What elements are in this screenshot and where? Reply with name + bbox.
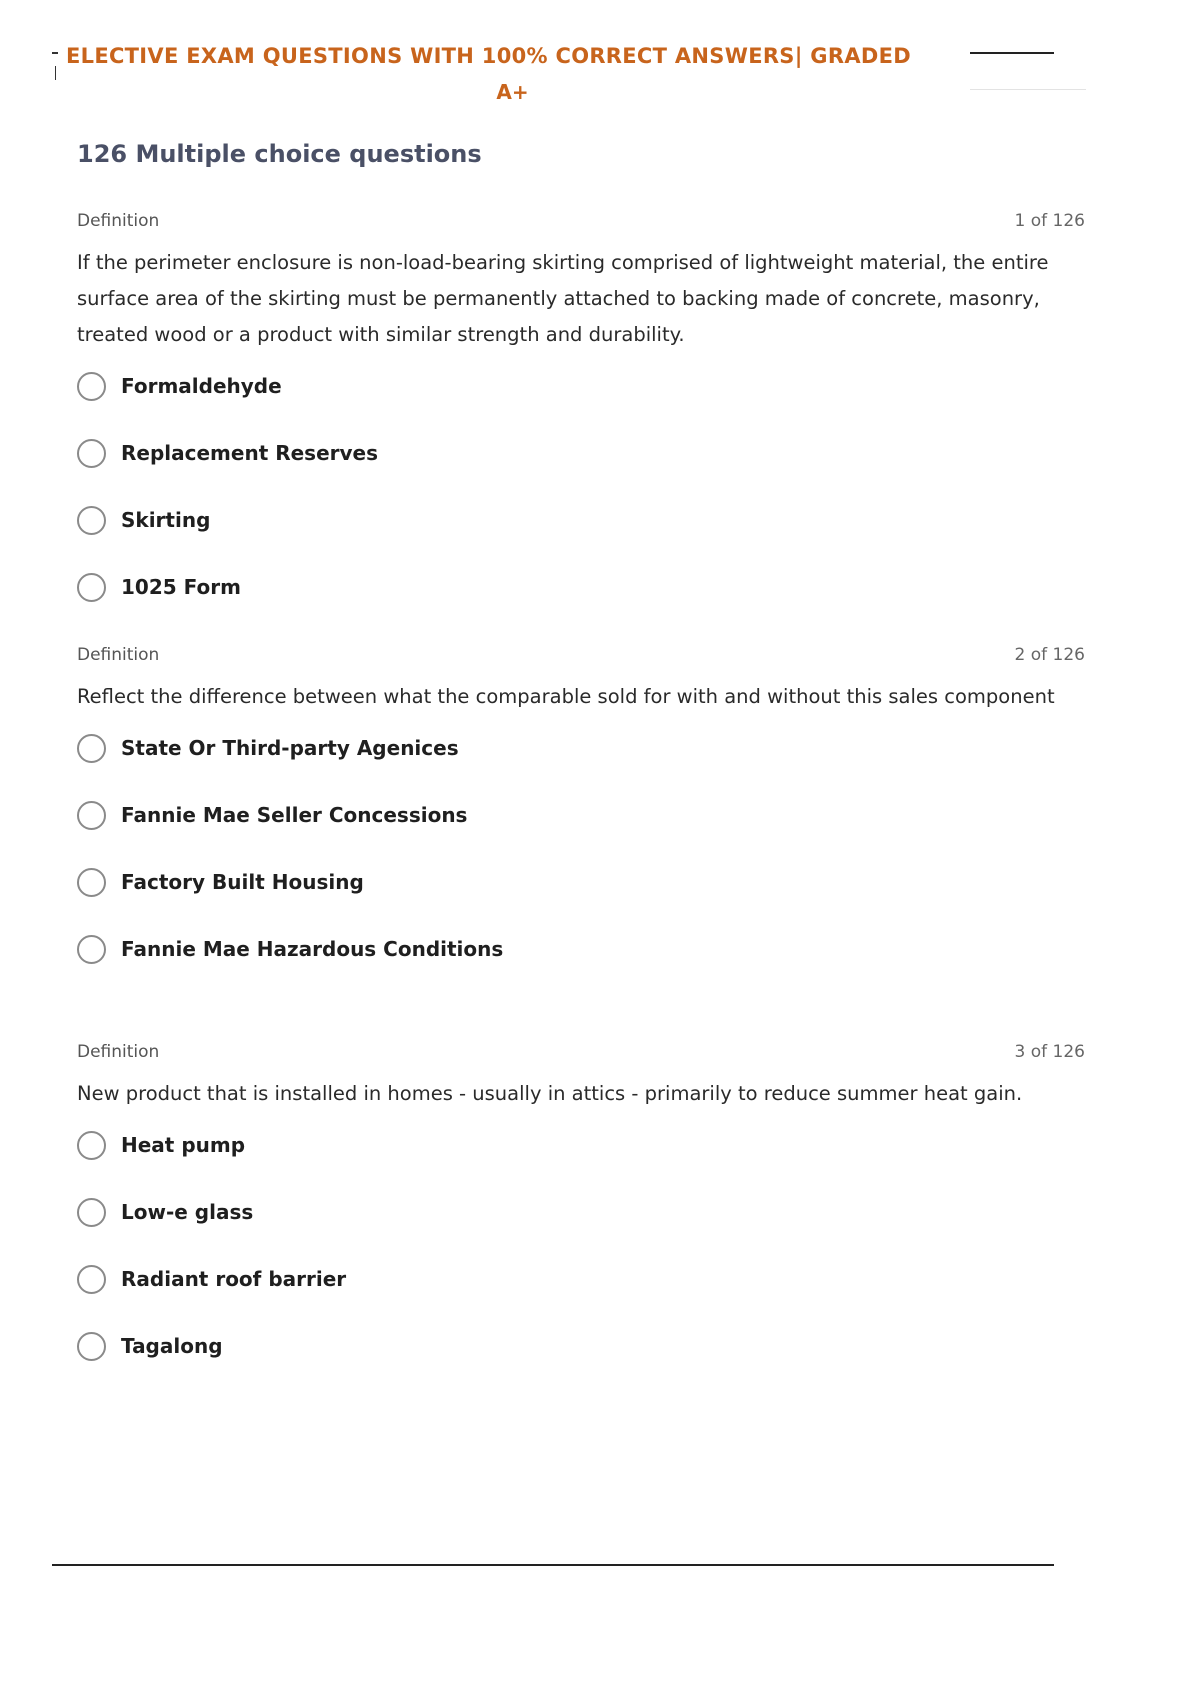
document-title: ELECTIVE EXAM QUESTIONS WITH 100% CORRECT ANSWERS| GRADED bbox=[66, 44, 911, 68]
answer-option[interactable] bbox=[77, 798, 1085, 832]
answer-option-label: Fannie Mae Seller Concessions bbox=[121, 803, 468, 827]
header-divider bbox=[970, 52, 1054, 54]
answer-option-label: State Or Third-party Agenices bbox=[121, 736, 459, 760]
answer-option-label: Skirting bbox=[121, 508, 211, 532]
document-header bbox=[0, 40, 1110, 110]
answer-option[interactable] bbox=[77, 932, 1085, 966]
question-card-3 bbox=[77, 1042, 1085, 1396]
answer-option-label: Fannie Mae Hazardous Conditions bbox=[121, 937, 504, 961]
answer-option[interactable] bbox=[77, 369, 1085, 403]
radio-button-icon[interactable] bbox=[77, 1265, 106, 1294]
question-counter: 1 of 126 bbox=[1014, 211, 1085, 231]
question-meta bbox=[77, 645, 1085, 669]
answer-option-label: Replacement Reserves bbox=[121, 441, 379, 465]
document-title-grade: A+ bbox=[496, 80, 529, 104]
question-type: Definition bbox=[77, 645, 160, 665]
question-text: Reflect the difference between what the comparable sold for with and without this sales component bbox=[77, 685, 1055, 708]
radio-button-icon[interactable] bbox=[77, 1198, 106, 1227]
section-title: 126 Multiple choice questions bbox=[77, 140, 482, 168]
answer-options bbox=[77, 731, 1085, 966]
radio-button-icon[interactable] bbox=[77, 372, 106, 401]
answer-option[interactable] bbox=[77, 731, 1085, 765]
header-divider-faint bbox=[970, 89, 1086, 90]
question-counter: 2 of 126 bbox=[1014, 645, 1085, 665]
answer-option[interactable] bbox=[77, 570, 1085, 604]
answer-option[interactable] bbox=[77, 1128, 1085, 1162]
answer-option[interactable] bbox=[77, 1329, 1085, 1363]
answer-option-label: Factory Built Housing bbox=[121, 870, 364, 894]
answer-option-label: Formaldehyde bbox=[121, 374, 282, 398]
question-counter: 3 of 126 bbox=[1014, 1042, 1085, 1062]
answer-option[interactable] bbox=[77, 503, 1085, 537]
question-text: If the perimeter enclosure is non-load-bearing skirting comprised of lightweight material, the entire surface area of the skirting must be permanently attached to backing made of concrete, masonry, treated wood or a product with similar strength and durability. bbox=[77, 251, 1049, 346]
answer-options bbox=[77, 369, 1085, 604]
answer-option[interactable] bbox=[77, 865, 1085, 899]
answer-option-label: Low-e glass bbox=[121, 1200, 254, 1224]
answer-option-label: Heat pump bbox=[121, 1133, 246, 1157]
radio-button-icon[interactable] bbox=[77, 506, 106, 535]
header-bar-mark bbox=[55, 66, 56, 80]
question-meta bbox=[77, 211, 1085, 235]
question-card-2 bbox=[77, 645, 1085, 999]
answer-option[interactable] bbox=[77, 1195, 1085, 1229]
question-type: Definition bbox=[77, 1042, 160, 1062]
radio-button-icon[interactable] bbox=[77, 1332, 106, 1361]
radio-button-icon[interactable] bbox=[77, 1131, 106, 1160]
question-type: Definition bbox=[77, 211, 160, 231]
radio-button-icon[interactable] bbox=[77, 868, 106, 897]
radio-button-icon[interactable] bbox=[77, 935, 106, 964]
answer-option-label: Tagalong bbox=[121, 1334, 223, 1358]
answer-option-label: 1025 Form bbox=[121, 575, 241, 599]
question-text: New product that is installed in homes - usually in attics - primarily to reduce summer heat gain. bbox=[77, 1082, 1023, 1105]
answer-option[interactable] bbox=[77, 1262, 1085, 1296]
radio-button-icon[interactable] bbox=[77, 439, 106, 468]
question-meta bbox=[77, 1042, 1085, 1066]
radio-button-icon[interactable] bbox=[77, 801, 106, 830]
footer-divider bbox=[52, 1564, 1054, 1566]
radio-button-icon[interactable] bbox=[77, 573, 106, 602]
answer-option[interactable] bbox=[77, 436, 1085, 470]
header-dash-mark bbox=[52, 52, 58, 54]
radio-button-icon[interactable] bbox=[77, 734, 106, 763]
answer-option-label: Radiant roof barrier bbox=[121, 1267, 347, 1291]
answer-options bbox=[77, 1128, 1085, 1363]
question-card-1 bbox=[77, 211, 1085, 637]
